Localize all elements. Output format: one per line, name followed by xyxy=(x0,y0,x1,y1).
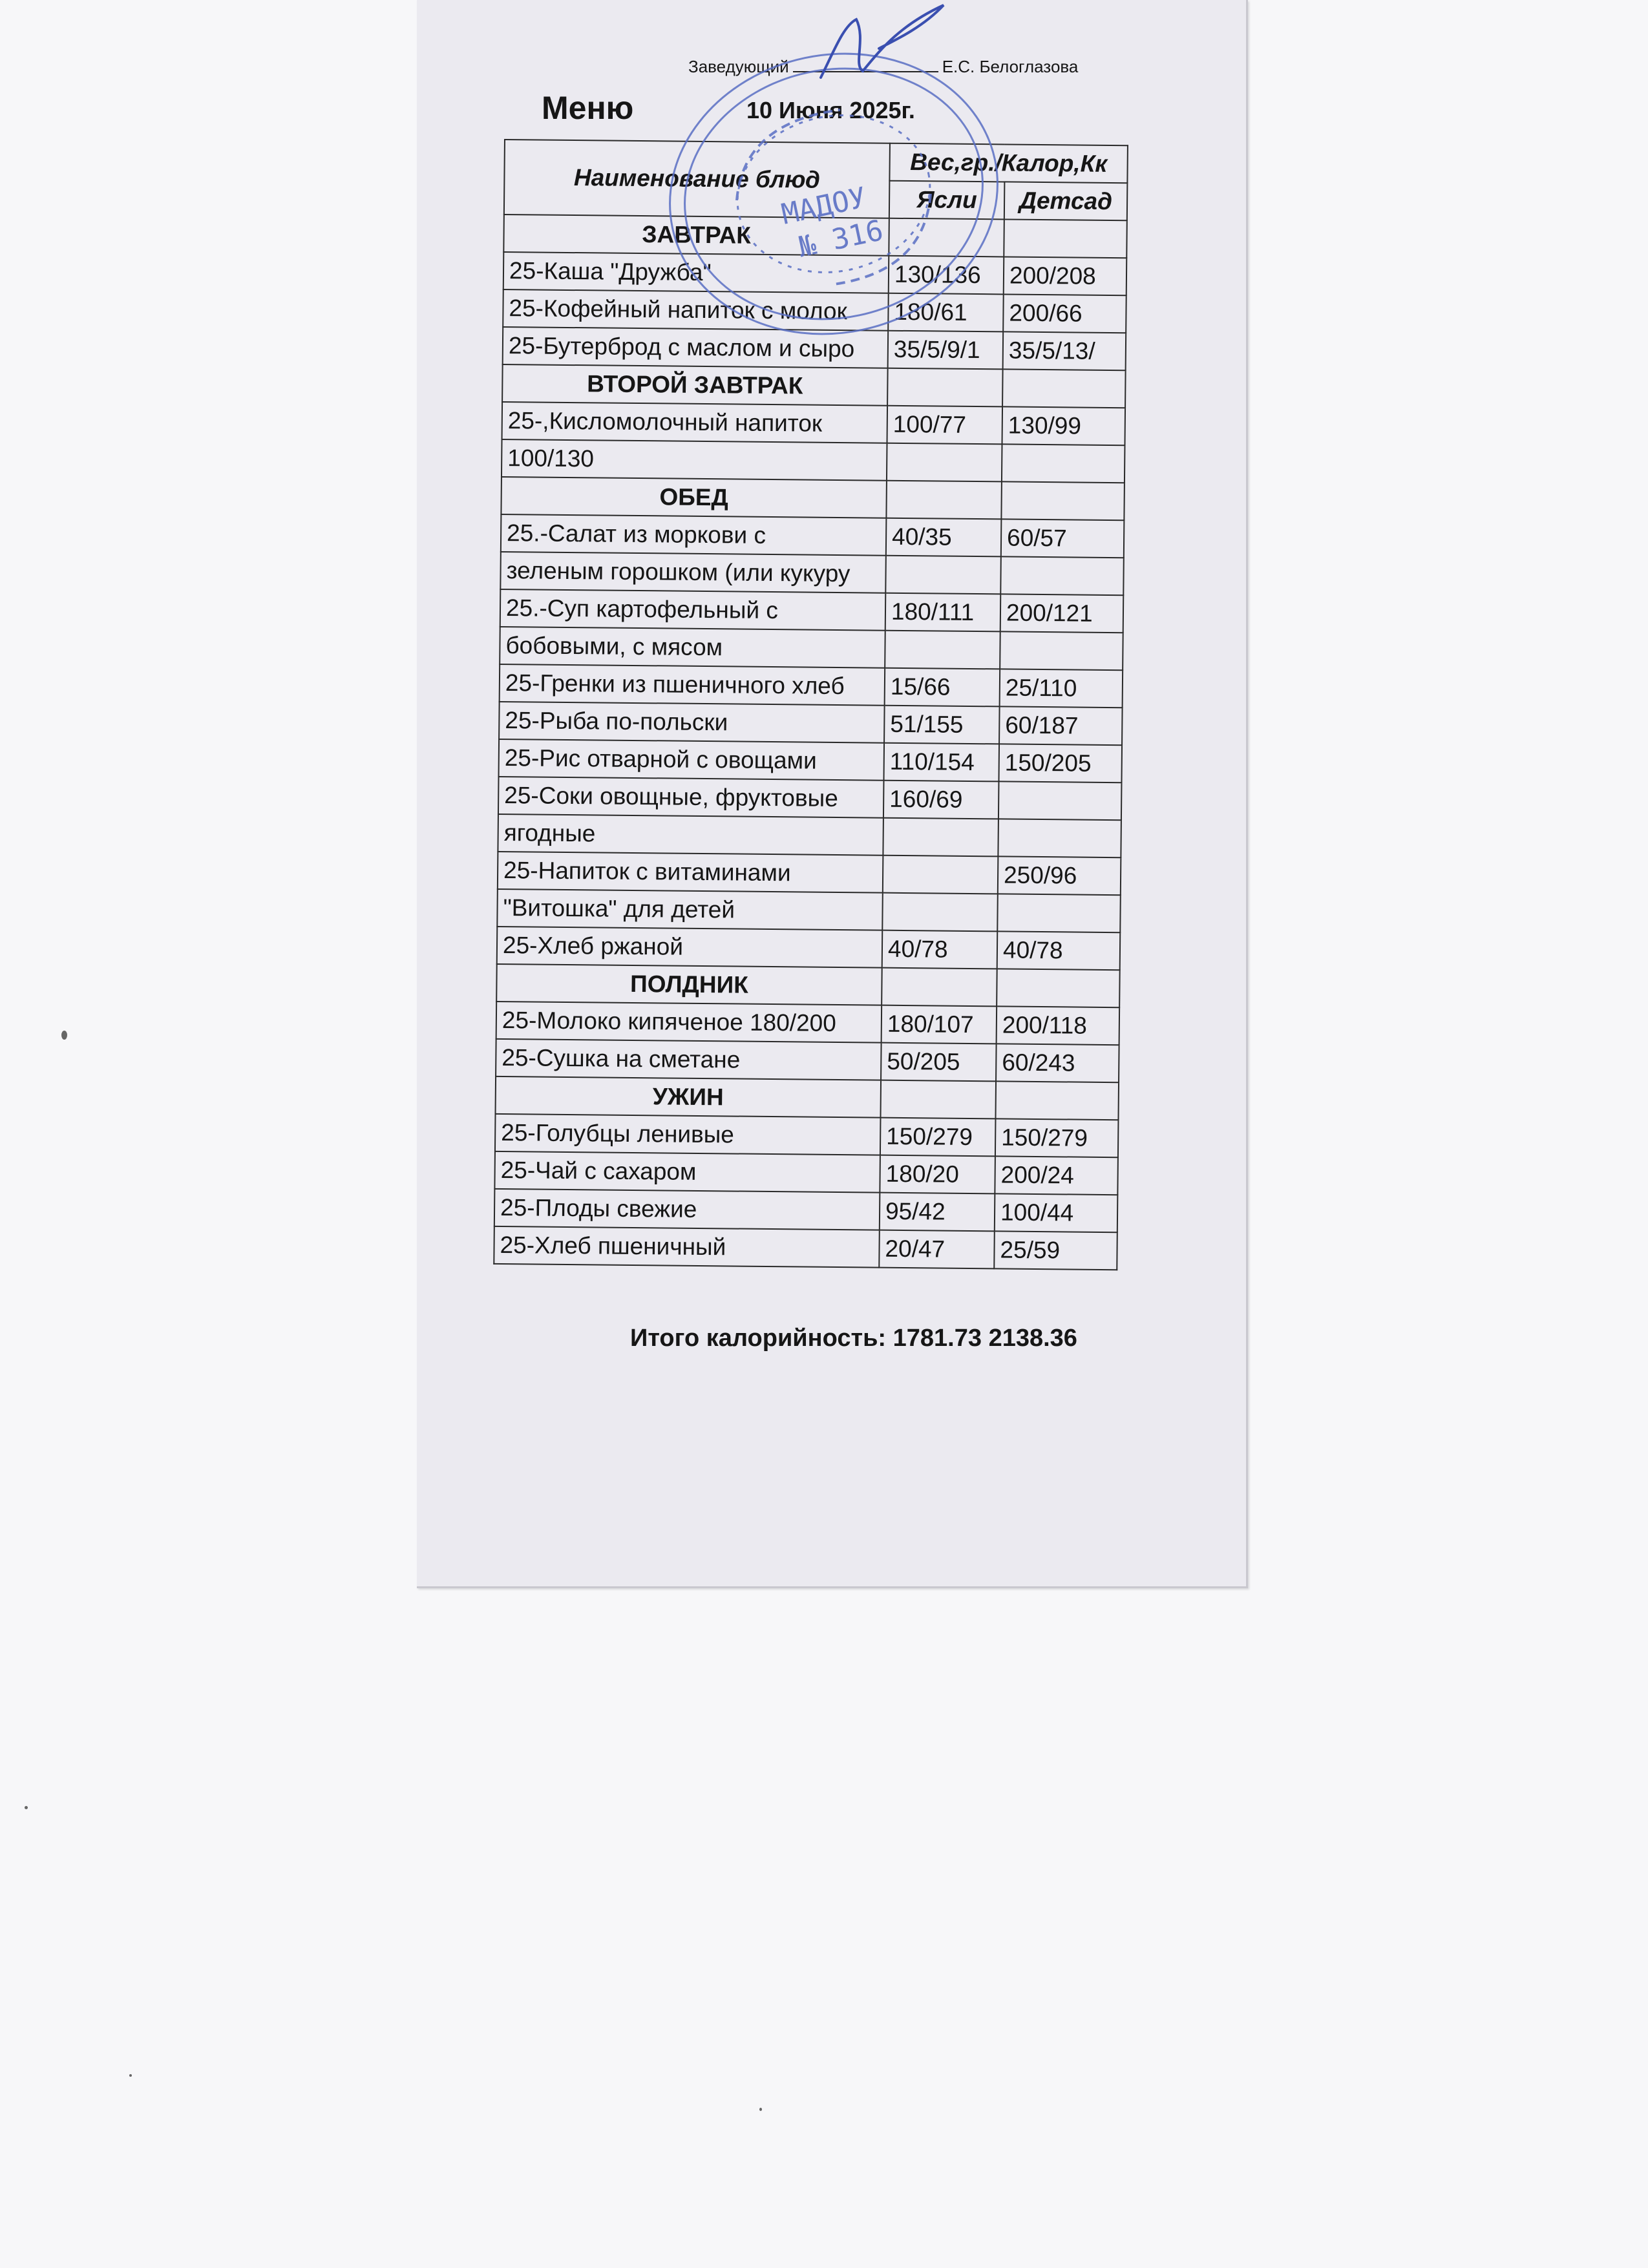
table-row xyxy=(503,252,1127,295)
dish-name: 25.-Суп картофельный с xyxy=(500,589,886,631)
dish-name: 25-Каша "Дружба" xyxy=(503,252,889,293)
nursery-value: 100/77 xyxy=(887,406,1003,445)
paper-speck xyxy=(759,2108,762,2111)
nursery-value xyxy=(887,443,1002,482)
dish-name: 25.-Салат из моркови с xyxy=(501,514,887,556)
section-empty-nursery xyxy=(889,218,1004,257)
dish-name: 25-Молоко кипяченое 180/200 xyxy=(496,1002,882,1043)
dish-name: 25-Соки овощные, фруктовые xyxy=(498,777,884,818)
table-row xyxy=(500,627,1123,670)
section-empty-kindergarten xyxy=(1004,219,1127,258)
header-nursery: Ясли xyxy=(889,181,1005,220)
stamp-line2: № 316 xyxy=(795,214,887,264)
dish-name: "Витошка" для детей xyxy=(497,889,883,930)
table-row xyxy=(502,402,1126,445)
section-empty-nursery xyxy=(880,1080,996,1119)
dish-name: 25-Бутерброд с маслом и сыро xyxy=(503,327,889,368)
nursery-value: 180/107 xyxy=(882,1005,997,1044)
dish-name: бобовыми, с мясом xyxy=(500,627,885,668)
dish-name: ягодные xyxy=(498,814,883,856)
table-row xyxy=(501,514,1125,558)
kindergarten-value: 150/279 xyxy=(995,1118,1119,1157)
section-row xyxy=(502,364,1126,408)
nursery-value: 180/20 xyxy=(880,1155,995,1194)
table-row xyxy=(494,1226,1117,1270)
signature-line xyxy=(793,71,938,72)
kindergarten-value: 35/5/13/ xyxy=(1003,331,1126,370)
kindergarten-value: 200/208 xyxy=(1004,257,1127,295)
kindergarten-value xyxy=(998,819,1121,857)
kindergarten-value xyxy=(1000,631,1123,670)
section-row xyxy=(501,477,1125,520)
table-header-row xyxy=(504,140,1128,183)
approval-line xyxy=(688,57,1078,77)
section-empty-kindergarten xyxy=(1002,369,1126,408)
nursery-value xyxy=(883,818,998,857)
nursery-value: 180/111 xyxy=(885,593,1001,632)
menu-date: 10 Июня 2025г. xyxy=(746,97,915,123)
approver-title: Заведующий xyxy=(688,57,789,76)
kindergarten-value xyxy=(997,894,1121,932)
table-row xyxy=(500,664,1123,708)
section-empty-nursery xyxy=(882,968,997,1007)
table-row xyxy=(499,739,1123,782)
kindergarten-value: 200/66 xyxy=(1003,294,1126,333)
section-title: ОБЕД xyxy=(501,477,887,518)
kindergarten-value: 25/110 xyxy=(1000,669,1123,708)
dish-name: 25-,Кисломолочный напиток xyxy=(502,402,888,443)
section-title: УЖИН xyxy=(496,1076,882,1118)
paper-speck xyxy=(25,1806,28,1809)
dish-name: 25-Хлеб пшеничный xyxy=(494,1226,880,1268)
section-empty-nursery xyxy=(887,368,1003,407)
table-row xyxy=(502,439,1125,483)
dish-name: 25-Чай с сахаром xyxy=(494,1151,880,1193)
nursery-value: 20/47 xyxy=(879,1230,995,1269)
dish-name: 25-Напиток с витаминами xyxy=(498,852,883,893)
kindergarten-value: 25/59 xyxy=(994,1231,1117,1270)
table-row xyxy=(498,777,1122,820)
nursery-value: 130/136 xyxy=(889,256,1004,295)
paper-speck xyxy=(61,1031,67,1040)
kindergarten-value: 40/78 xyxy=(997,931,1121,970)
nursery-value: 35/5/9/1 xyxy=(888,331,1004,370)
approver-name: Е.С. Белоглазова xyxy=(942,57,1079,76)
kindergarten-value xyxy=(998,781,1122,820)
kindergarten-value: 60/57 xyxy=(1001,519,1125,558)
table-row xyxy=(503,289,1126,333)
kindergarten-value xyxy=(1000,556,1124,595)
section-title: ВТОРОЙ ЗАВТРАК xyxy=(502,364,888,406)
section-row xyxy=(496,964,1120,1007)
table-row xyxy=(500,552,1124,595)
nursery-value: 15/66 xyxy=(885,668,1000,707)
nursery-value: 180/61 xyxy=(888,293,1004,332)
table-row xyxy=(503,327,1126,370)
table-row xyxy=(498,852,1121,895)
kindergarten-value: 60/243 xyxy=(996,1044,1119,1082)
dish-name: 25-Голубцы ленивые xyxy=(495,1114,881,1155)
dish-name: 25-Рыба по-польски xyxy=(499,702,885,743)
dish-name: 25-Кофейный напиток с молок xyxy=(503,289,889,331)
header-weight: Вес,гр./Калор,Кк xyxy=(889,143,1128,184)
nursery-value xyxy=(885,631,1000,669)
nursery-value: 95/42 xyxy=(880,1193,995,1232)
nursery-value: 40/35 xyxy=(886,518,1002,557)
kindergarten-value: 250/96 xyxy=(998,856,1121,895)
section-empty-nursery xyxy=(886,481,1002,520)
section-title: ПОЛДНИК xyxy=(496,964,882,1005)
nursery-value: 110/154 xyxy=(883,743,999,782)
nursery-value: 50/205 xyxy=(881,1043,997,1082)
table-row xyxy=(499,702,1123,745)
section-empty-kindergarten xyxy=(997,969,1120,1007)
nursery-value: 40/78 xyxy=(882,930,998,969)
dish-name: 25-Рис отварной с овощами xyxy=(499,739,885,781)
table-row xyxy=(500,589,1124,633)
nursery-value: 51/155 xyxy=(884,706,1000,744)
kindergarten-value: 200/24 xyxy=(995,1156,1118,1195)
section-row xyxy=(496,1076,1119,1120)
dish-name: 100/130 xyxy=(502,439,887,481)
dish-name: 25-Гренки из пшеничного хлеб xyxy=(500,664,885,706)
header-dish: Наименование блюд xyxy=(504,140,890,218)
kindergarten-value: 130/99 xyxy=(1002,406,1126,445)
section-row xyxy=(503,215,1127,258)
nursery-value xyxy=(885,556,1001,594)
table-row xyxy=(494,1189,1118,1232)
dish-name: 25-Плоды свежие xyxy=(494,1189,880,1230)
total-calories: Итого калорийность: 1781.73 2138.36 xyxy=(630,1325,1077,1352)
section-empty-kindergarten xyxy=(1001,481,1125,520)
table-row xyxy=(496,1039,1119,1082)
kindergarten-value: 100/44 xyxy=(995,1193,1118,1232)
stamp-line1: МАДОУ xyxy=(778,181,869,231)
table-row xyxy=(497,927,1121,970)
table-row xyxy=(497,889,1121,932)
dish-name: 25-Хлеб ржаной xyxy=(497,927,883,968)
table-row xyxy=(494,1151,1118,1195)
menu-title: Меню xyxy=(542,90,634,126)
section-empty-kindergarten xyxy=(995,1081,1119,1120)
dish-name: зеленым горошком (или кукуру xyxy=(500,552,886,593)
kindergarten-value: 150/205 xyxy=(998,744,1122,782)
kindergarten-value xyxy=(1002,444,1125,483)
nursery-value: 150/279 xyxy=(880,1118,996,1157)
kindergarten-value: 200/121 xyxy=(1000,594,1124,633)
table-row xyxy=(496,1002,1120,1045)
header-kindergarten: Детсад xyxy=(1004,182,1128,220)
menu-table xyxy=(493,139,1128,1270)
section-title: ЗАВТРАК xyxy=(503,215,889,256)
nursery-value: 160/69 xyxy=(883,781,999,819)
nursery-value xyxy=(883,856,998,894)
kindergarten-value: 60/187 xyxy=(999,706,1123,745)
table-row xyxy=(498,814,1121,857)
dish-name: 25-Сушка на сметане xyxy=(496,1039,882,1080)
paper-speck xyxy=(129,2074,132,2077)
kindergarten-value: 200/118 xyxy=(997,1006,1120,1045)
nursery-value xyxy=(882,893,998,932)
table-row xyxy=(495,1114,1119,1157)
